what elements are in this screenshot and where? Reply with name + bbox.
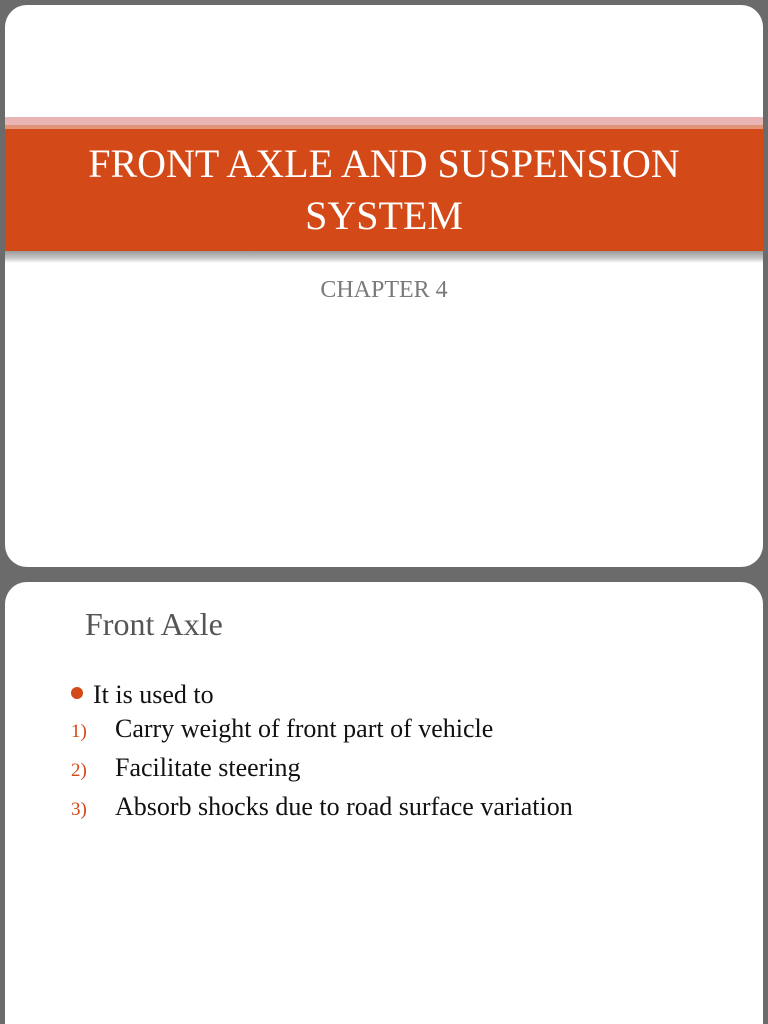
slide-title: FRONT AXLE AND SUSPENSION SYSTEM	[88, 141, 680, 238]
item-number: 3)	[71, 799, 87, 820]
bullet-text: It is used to	[93, 680, 214, 709]
slide-heading: Front Axle	[85, 606, 223, 642]
item-number: 1)	[71, 721, 87, 742]
item-number: 2)	[71, 760, 87, 781]
content-slide	[5, 582, 763, 1024]
item-text: Facilitate steering	[115, 753, 301, 782]
numbered-item	[71, 714, 731, 753]
title-banner	[5, 129, 763, 251]
bullet-dot-icon	[71, 687, 83, 699]
numbered-item	[71, 792, 731, 831]
slide-body	[71, 676, 731, 831]
item-text: Carry weight of front part of vehicle	[115, 714, 494, 743]
numbered-item	[71, 753, 731, 792]
banner-shadow	[5, 251, 763, 263]
banner-top-stripe	[5, 117, 763, 125]
slide-subtitle: CHAPTER 4	[320, 277, 448, 303]
bullet-item	[71, 676, 731, 714]
title-slide	[5, 5, 763, 567]
item-text: Absorb shocks due to road surface variation	[115, 792, 573, 821]
